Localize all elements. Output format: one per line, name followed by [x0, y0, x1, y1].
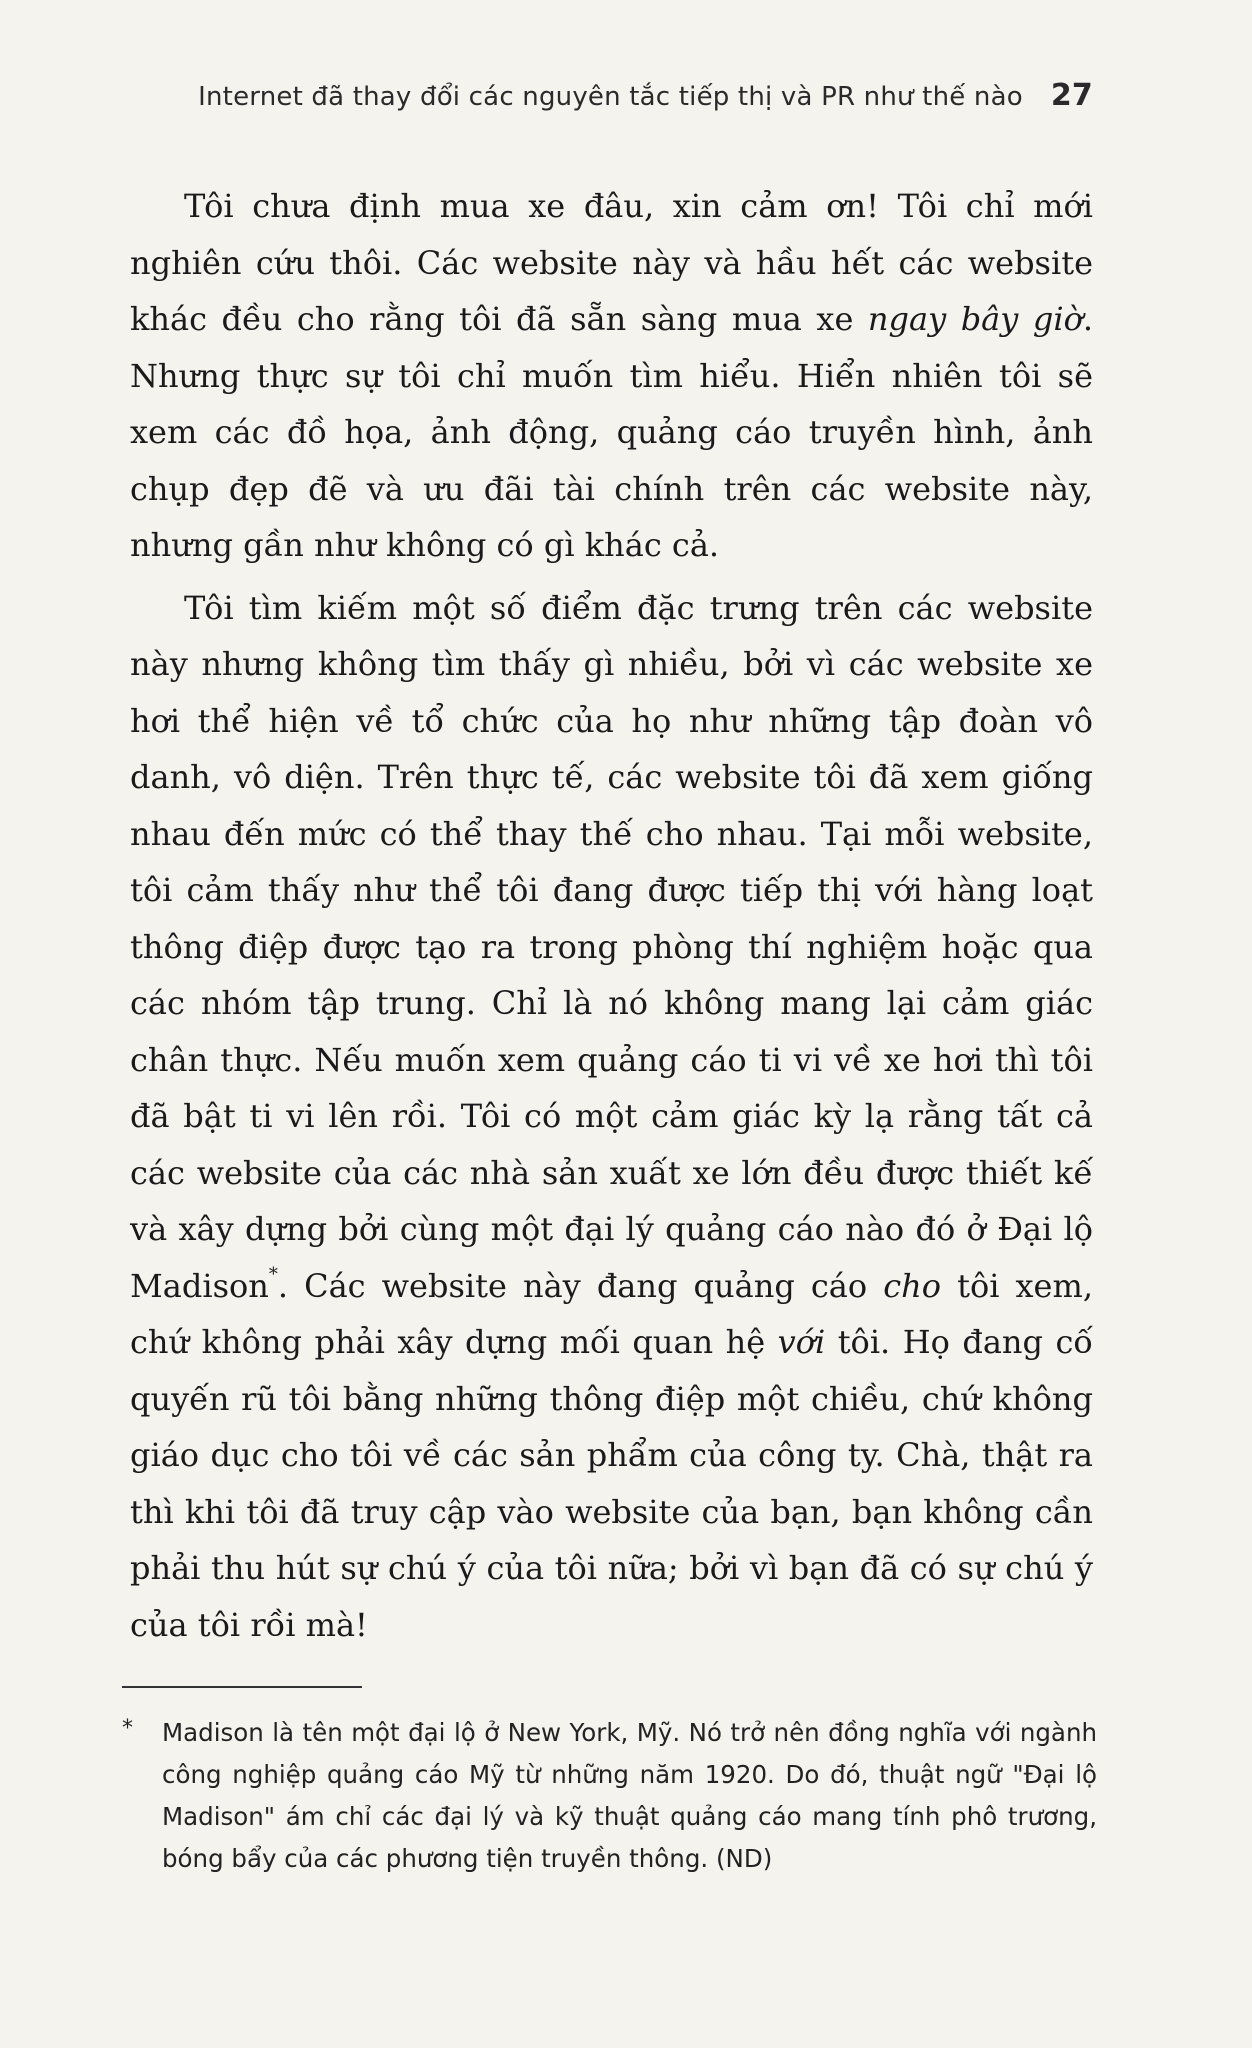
paragraph-1-rest: . Nhưng thực sự tôi chỉ muốn tìm hiểu. Hiển nhiên tôi sẽ xem các đồ họa, ảnh động, quảng cáo truyền hình, ảnh chụp đẹp đẽ và ưu đãi tài chính trên các website này, nhưng gần như không có gì khác cả.	[130, 300, 1094, 564]
paragraph-1-emphasis: ngay bây giờ	[867, 300, 1083, 338]
footnote-reference[interactable]: *	[268, 1263, 278, 1285]
paragraph-2	[130, 580, 1093, 1654]
running-header	[188, 78, 1093, 122]
paragraph-1-text: Tôi chưa định mua xe đâu, xin cảm ơn! Tôi chỉ mới nghiên cứu thôi. Các website này và hầu hết các website khác đều cho rằng tôi đã sẵn sàng mua xe	[130, 187, 1093, 338]
running-title: Internet đã thay đổi các nguyên tắc tiếp thị và PR như thế nào	[198, 82, 1023, 112]
footnote	[122, 1712, 1097, 1880]
footnote-mark: *	[122, 1716, 133, 1741]
paragraph-2-emphasis-1: cho	[883, 1266, 942, 1305]
page-number: 27	[1050, 78, 1093, 113]
paragraph-2-text-b: . Các website này đang quảng cáo	[277, 1266, 884, 1305]
body-text	[130, 178, 1093, 1659]
paragraph-2-text-a: Tôi tìm kiếm một số điểm đặc trưng trên các website này nhưng không tìm thấy gì nhiều, bởi vì các website xe hơi thể hiện về tổ chức của họ như những tập đoàn vô danh, vô diện. Trên thực tế, các website tôi đã xem giống nhau đến mức có thể thay thế cho nhau. Tại mỗi website, tôi cảm thấy như thể tôi đang được tiếp thị với hàng loạt thông điệp được tạo ra trong phòng thí nghiệm hoặc qua các nhóm tập trung. Chỉ là nó không mang lại cảm giác chân thực. Nếu muốn xem quảng cáo ti vi về xe hơi thì tôi đã bật ti vi lên rồi. Tôi có một cảm giác kỳ lạ rằng tất cả các website của các nhà sản xuất xe lớn đều được thiết kế và xây dựng bởi cùng một đại lý quảng cáo nào đó ở Đại lộ Madison	[130, 588, 1093, 1305]
paragraph-2-emphasis-2: với	[777, 1323, 826, 1361]
footnote-text: Madison là tên một đại lộ ở New York, Mỹ. Nó trở nên đồng nghĩa với ngành công nghiệp quảng cáo Mỹ từ những năm 1920. Do đó, thuật ngữ "Đại lộ Madison" ám chỉ các đại lý và kỹ thuật quảng cáo mang tính phô trương, bóng bẩy của các phương tiện truyền thông. (ND)	[162, 1718, 1097, 1873]
footnote-divider	[122, 1686, 362, 1688]
paragraph-2-text-c: tôi xem, chứ không phải xây dựng mối quan hệ	[130, 1266, 1094, 1361]
paragraph-1	[130, 178, 1093, 574]
paragraph-2-text-d: tôi. Họ đang cố quyến rũ tôi bằng những thông điệp một chiều, chứ không giáo dục cho tôi về các sản phẩm của công ty. Chà, thật ra thì khi tôi đã truy cập vào website của bạn, bạn không cần phải thu hút sự chú ý của tôi nữa; bởi vì bạn đã có sự chú ý của tôi rồi mà!	[130, 1323, 1094, 1644]
